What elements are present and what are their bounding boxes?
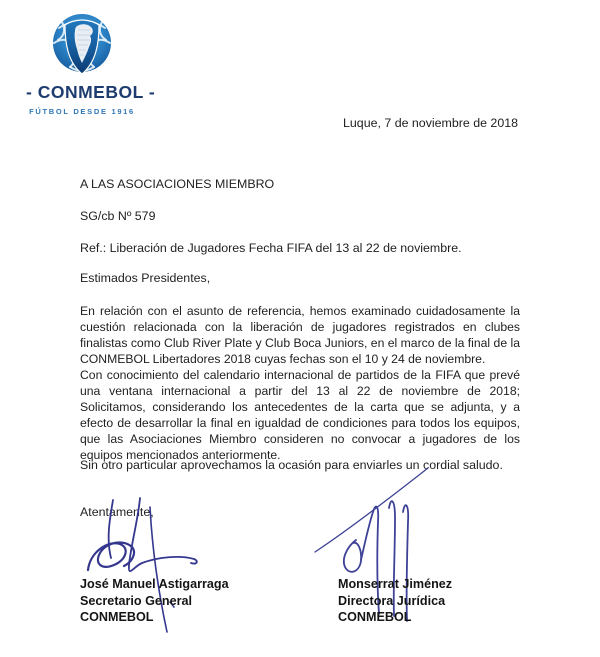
closing-line: Sin otro particular aprovechamos la ocasión para enviarles un cordial saludo. <box>80 458 503 472</box>
letter-body <box>80 303 520 463</box>
conmebol-emblem-icon <box>48 12 116 78</box>
signoff-line: Atentamente, <box>80 505 154 519</box>
logo-wordmark: - CONMEBOL - <box>26 82 156 102</box>
signatory-block-jimenez <box>338 576 452 626</box>
signatory-organization: CONMEBOL <box>80 610 154 624</box>
conmebol-logo <box>26 12 156 116</box>
date-line: Luque, 7 de noviembre de 2018 <box>343 116 518 130</box>
body-paragraph-2: Con conocimiento del calendario internacional de partidos de la FIFA que prevé una ventana internacional a partir del 13 al 22 de noviembre de 2018; Solicitamos, considerando los antecedentes de la carta que se adjunta, y a efecto de desarrollar la final en igualdad de condiciones para todos los equipos, que las Asociaciones Miembro consideren no convocar a jugadores de los equipos mencionados anteriormente. <box>80 368 520 462</box>
signatory-name: José Manuel Astigarraga <box>80 577 229 591</box>
addressee-line: A LAS ASOCIACIONES MIEMBRO <box>80 177 275 191</box>
signatory-name: Monserrat Jiménez <box>338 577 453 591</box>
logo-tagline: FÚTBOL DESDE 1916 <box>29 107 135 116</box>
reference-number: SG/cb Nº 579 <box>80 209 156 223</box>
salutation: Estimados Presidentes, <box>80 271 211 285</box>
signatory-block-astigarraga <box>80 576 229 626</box>
subject-line: Ref.: Liberación de Jugadores Fecha FIFA del 13 al 22 de noviembre. <box>80 241 462 255</box>
signatory-title: Directora Jurídica <box>338 593 446 608</box>
signatory-title: Secretario General <box>80 593 193 608</box>
signatory-organization: CONMEBOL <box>338 610 412 624</box>
body-paragraph-1: En relación con el asunto de referencia, hemos examinado cuidadosamente la cuestión relacionada con la liberación de jugadores registrados en clubes finalistas como Club River Plate y Club Boca Juniors, en el marco de la final de la CONMEBOL Libertadores 2018 cuyas fechas son el 10 y 24 de noviembre. <box>80 304 520 366</box>
